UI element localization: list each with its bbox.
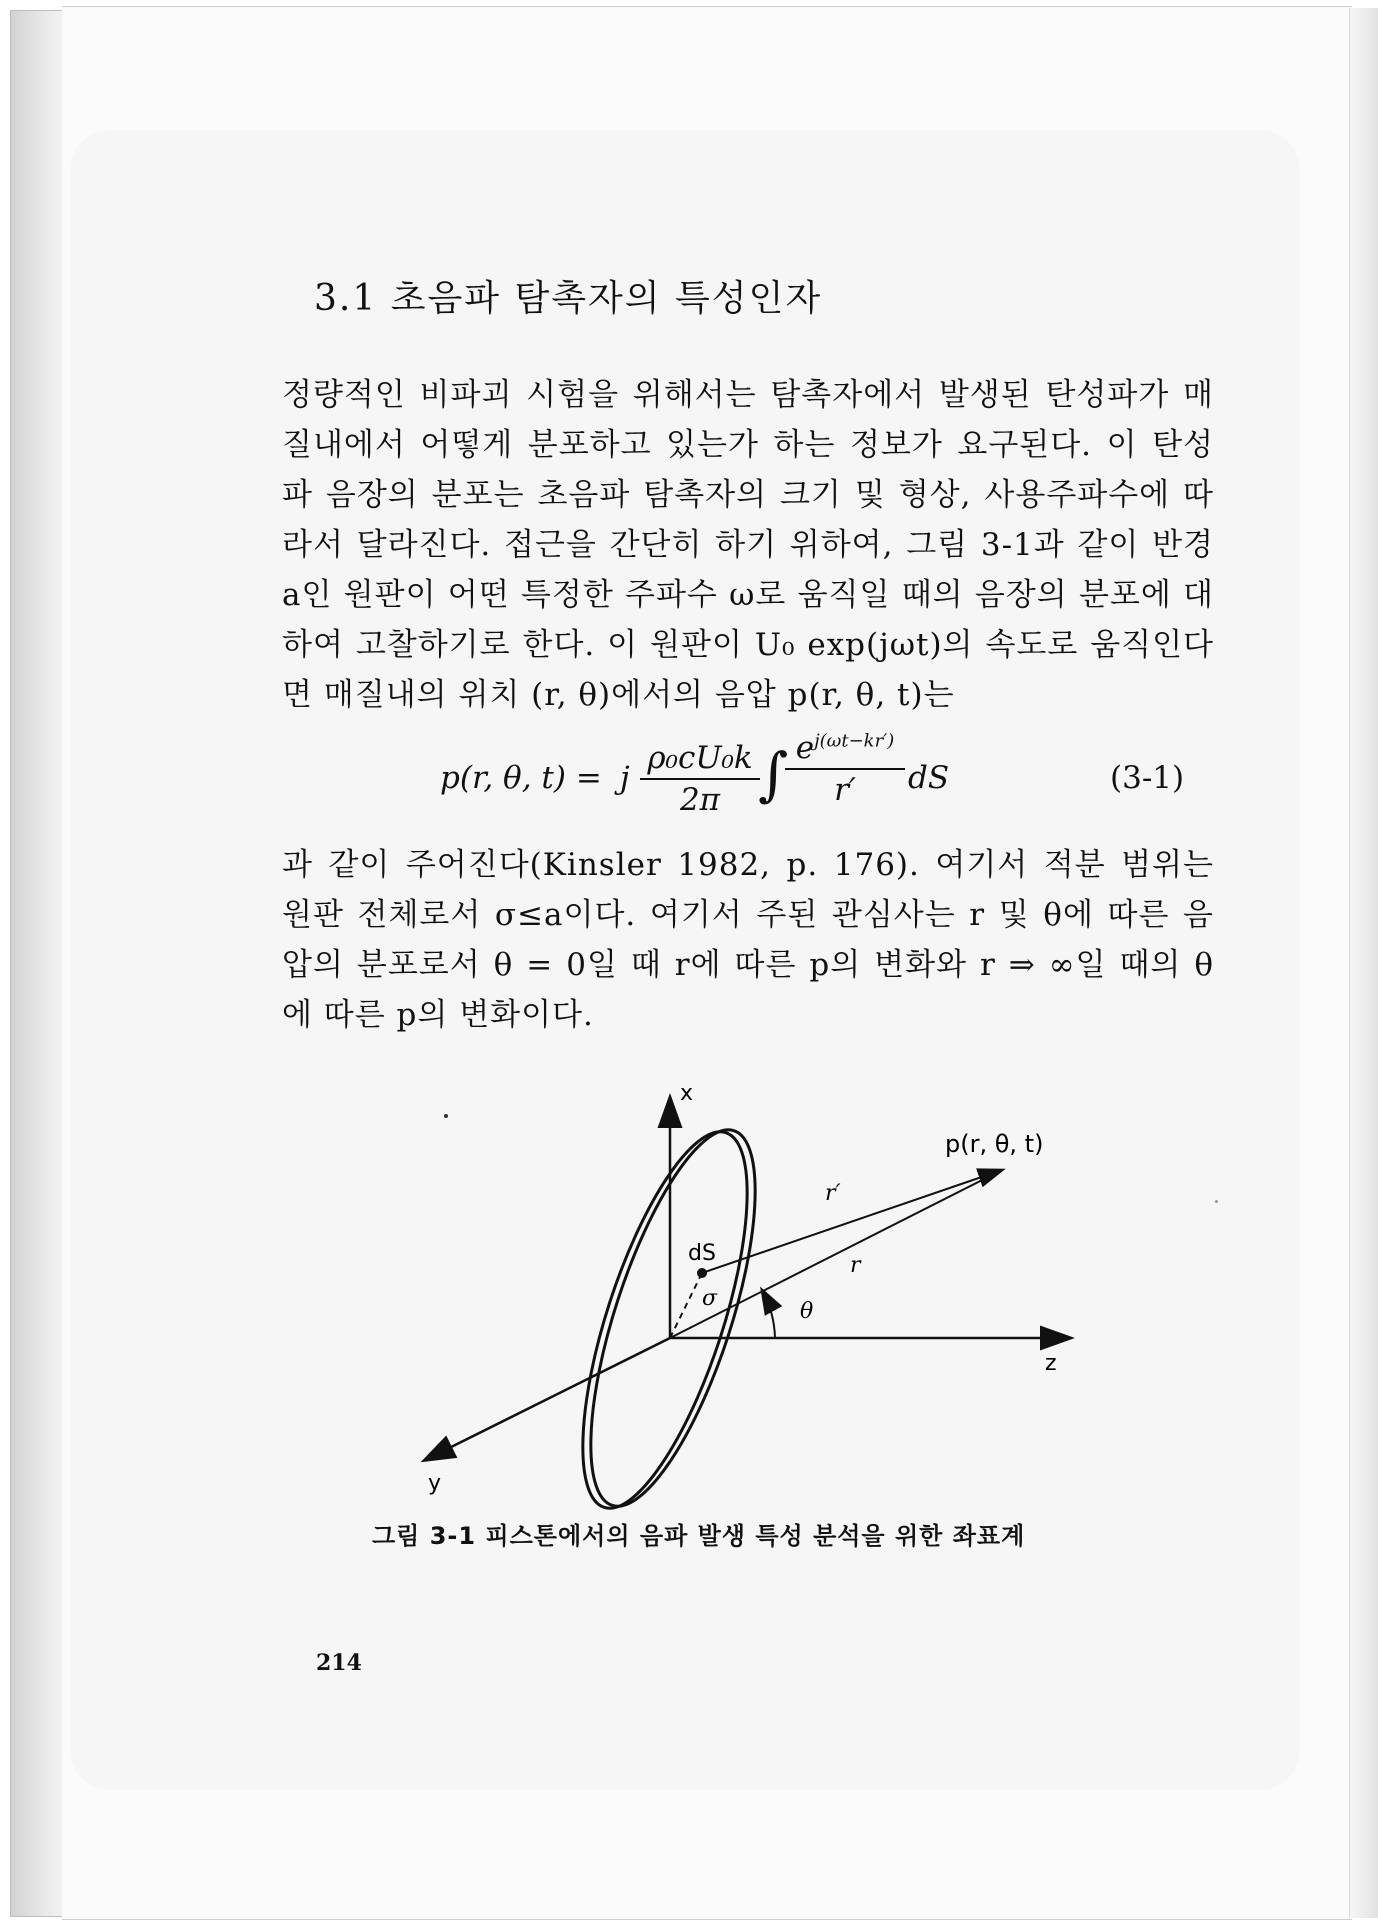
label-sigma: σ	[702, 1286, 718, 1311]
label-theta: θ	[800, 1299, 814, 1324]
ds-point	[697, 1268, 707, 1278]
paragraph-explanation: 과 같이 주어진다(Kinsler 1982, p. 176). 여기서 적분 범위는 원판 전체로서 σ≤a이다. 여기서 주된 관심사는 r 및 θ에 따른 음압의 분포로서 θ = 0일 때 r에 따른 p의 변화와 r ⇒ ∞일 때의 θ에 따른 p의 변화이다.	[282, 847, 1214, 1033]
fraction-2-numerator	[785, 730, 905, 770]
page-edge	[1349, 8, 1378, 1918]
sigma-line	[670, 1273, 702, 1338]
label-x: x	[680, 1081, 694, 1106]
equation-j: j	[620, 760, 630, 796]
piston-disk-front	[557, 1113, 789, 1510]
equation-ds: dS	[908, 760, 950, 796]
label-ds: dS	[688, 1241, 716, 1266]
y-axis	[425, 1338, 670, 1460]
fraction-1-numerator: ρ₀cU₀k	[640, 740, 760, 780]
section-heading: 3.1 초음파 탐촉자의 특성인자	[314, 278, 823, 319]
equation-number: (3-1)	[1110, 760, 1185, 796]
label-y: y	[428, 1471, 442, 1496]
label-z: z	[1045, 1351, 1057, 1376]
exp-exponent: j(ωt−kr′)	[814, 730, 895, 752]
equation-3-1	[440, 730, 1220, 820]
piston-disk-back	[549, 1115, 781, 1510]
paragraph-intro: 정량적인 비파괴 시험을 위해서는 탐촉자에서 발생된 탄성파가 매질내에서 어떻게 분포하고 있는가 하는 정보가 요구된다. 이 탄성파 음장의 분포는 초음파 탐촉자의 크기 및 형상, 사용주파수에 따라서 달라진다. 접근을 간단히 하기 위하여, 그림 3-1과 같이 반경 a인 원판이 어떤 특정한 주파수 ω로 움직일 때의 음장의 분포에 대하여 고찰하기로 한다. 이 원판이 U₀ exp(jωt)의 속도로 움직인다면 매질내의 위치 (r, θ)에서의 음압 p(r, θ, t)는	[282, 377, 1214, 713]
speck	[1215, 1200, 1218, 1203]
book-spine	[10, 10, 64, 1917]
fraction-2-denominator: r′	[834, 772, 856, 808]
coordinate-diagram	[380, 1080, 1100, 1510]
figure-caption: 그림 3-1 피스톤에서의 음파 발생 특성 분석을 위한 좌표계	[372, 1522, 1026, 1550]
integral-sign: ∫	[758, 740, 789, 808]
equation-fraction-2	[785, 730, 905, 808]
label-r: r	[850, 1253, 861, 1278]
fraction-1-denominator: 2π	[679, 782, 721, 818]
theta-arc	[762, 1290, 775, 1338]
label-point: p(r, θ, t)	[945, 1130, 1044, 1158]
page-number: 214	[316, 1650, 362, 1676]
exp-base: e	[795, 730, 815, 766]
label-r-prime: r′	[825, 1181, 841, 1206]
equation-fraction-1	[640, 740, 760, 818]
equation-lhs: p(r, θ, t) =	[440, 760, 602, 796]
